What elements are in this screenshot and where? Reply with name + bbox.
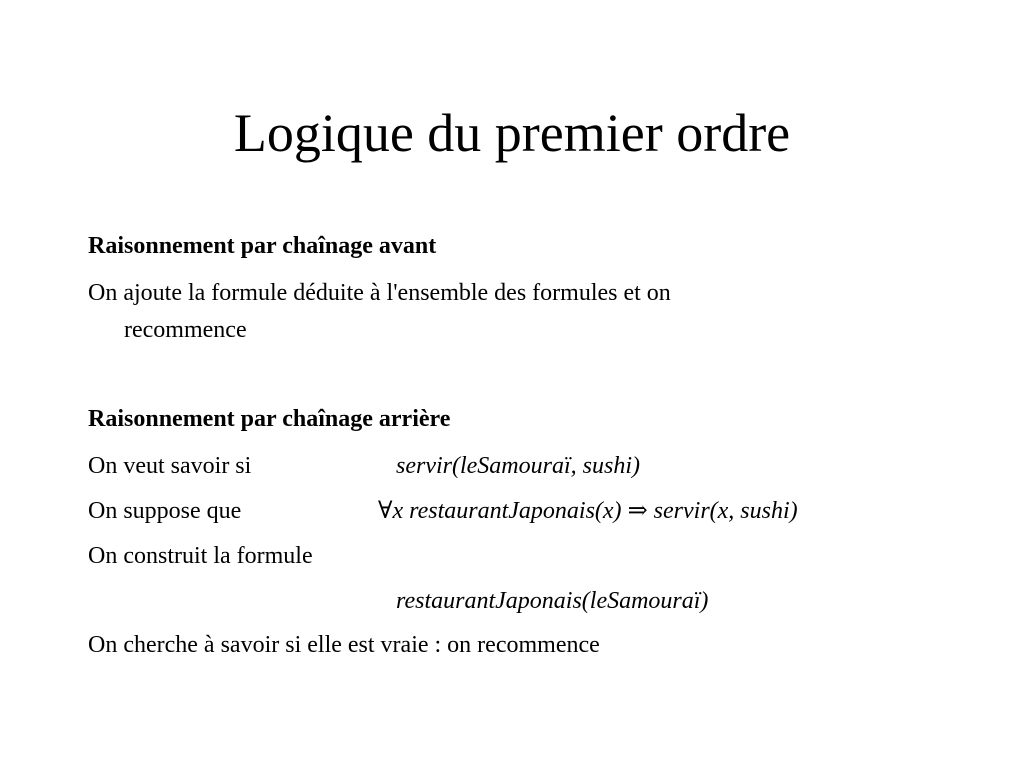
forall-symbol: ∀ xyxy=(378,498,393,524)
backward-row4-formula: restaurantJaponais(leSamouraï) xyxy=(396,588,709,614)
implies-symbol: ⇒ xyxy=(627,498,648,524)
slide-title: Logique du premier ordre xyxy=(233,103,791,163)
backward-row2-formula xyxy=(378,496,798,526)
formula-conclusion: servir(x, sushi) xyxy=(653,498,798,524)
backward-row2-label: On suppose que xyxy=(88,498,242,524)
forward-chaining-heading: Raisonnement par chaînage avant xyxy=(88,233,437,259)
forward-chaining-text-line2: recommence xyxy=(124,317,247,343)
forward-chaining-text-line1: On ajoute la formule déduite à l'ensemble des formules et on xyxy=(88,280,671,306)
backward-chaining-heading: Raisonnement par chaînage arrière xyxy=(88,406,451,432)
backward-row1-formula: servir(leSamouraï, sushi) xyxy=(396,453,640,479)
backward-row1-label: On veut savoir si xyxy=(88,453,252,479)
formula-premise: x restaurantJaponais(x) xyxy=(392,498,622,524)
backward-row3-label: On construit la formule xyxy=(88,543,313,569)
backward-row5-text: On cherche à savoir si elle est vraie : on recommence xyxy=(88,632,600,658)
